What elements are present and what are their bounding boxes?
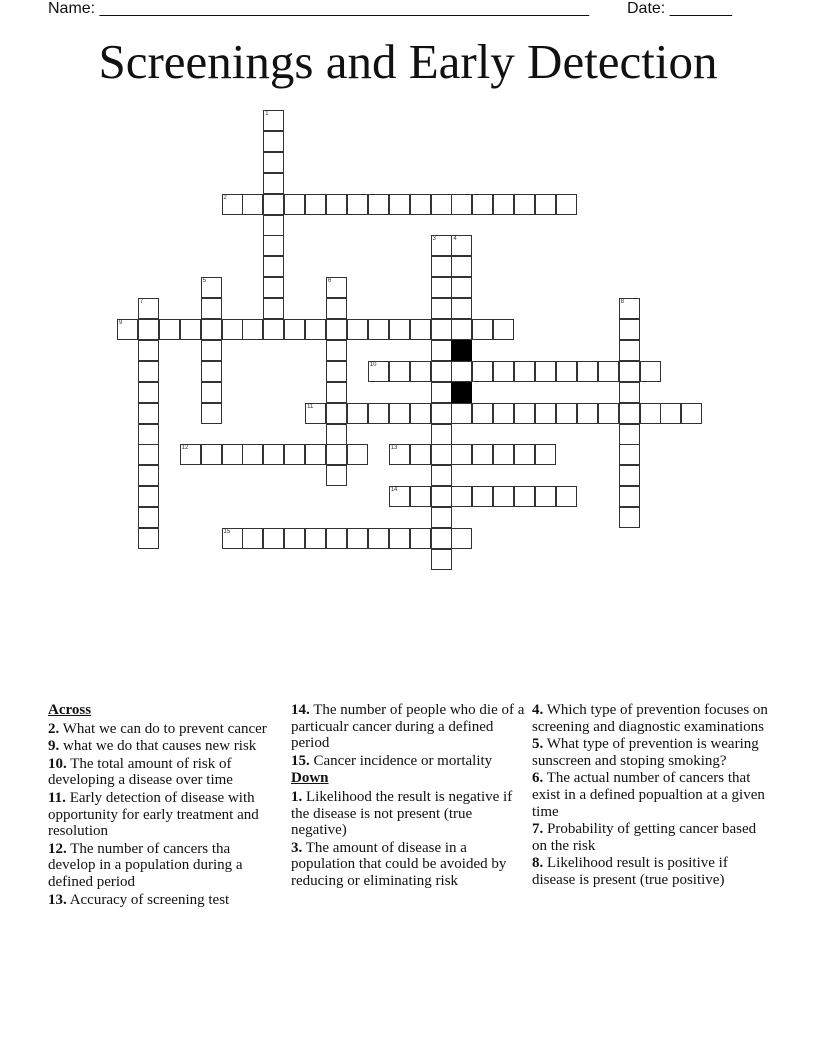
grid-cell[interactable]	[242, 528, 263, 549]
grid-cell[interactable]	[514, 403, 535, 424]
grid-cell[interactable]	[242, 194, 263, 215]
grid-cell[interactable]	[514, 444, 535, 465]
grid-cell[interactable]	[493, 486, 514, 507]
grid-cell[interactable]	[431, 528, 452, 549]
grid-cell[interactable]	[201, 403, 222, 424]
clue-number: 11	[307, 403, 314, 410]
grid-cell[interactable]	[138, 444, 159, 465]
clue-number: 8	[620, 299, 624, 306]
name-field: Name: _______________________________________________________	[48, 0, 589, 17]
grid-cell[interactable]	[431, 444, 452, 465]
grid-cell[interactable]	[222, 528, 243, 549]
grid-cell[interactable]	[263, 110, 284, 131]
grid-cell[interactable]	[138, 361, 159, 382]
grid-cell[interactable]	[451, 194, 472, 215]
grid-cell[interactable]	[326, 361, 347, 382]
grid-cell[interactable]	[201, 277, 222, 298]
grid-cell[interactable]	[347, 194, 368, 215]
grid-cell[interactable]	[201, 340, 222, 361]
grid-cell[interactable]	[305, 528, 326, 549]
black-cell	[451, 340, 472, 361]
grid-cell[interactable]	[305, 444, 326, 465]
clue-number: 3	[432, 236, 436, 243]
grid-cell[interactable]	[305, 403, 326, 424]
grid-cell[interactable]	[263, 152, 284, 173]
grid-cell[interactable]	[431, 361, 452, 382]
grid-cell[interactable]	[138, 528, 159, 549]
grid-cell[interactable]	[263, 194, 284, 215]
grid-cell[interactable]	[619, 340, 640, 361]
grid-cell[interactable]	[263, 319, 284, 340]
grid-cell[interactable]	[368, 361, 389, 382]
grid-cell[interactable]	[431, 340, 452, 361]
grid-cell[interactable]	[222, 444, 243, 465]
grid-cell[interactable]	[640, 361, 661, 382]
grid-cell[interactable]	[263, 173, 284, 194]
clue-number: 10	[369, 361, 377, 368]
grid-cell[interactable]	[326, 403, 347, 424]
grid-cell[interactable]	[284, 319, 305, 340]
grid-cell[interactable]	[619, 507, 640, 528]
down-heading: Down	[291, 770, 329, 787]
grid-cell[interactable]	[180, 444, 201, 465]
grid-cell[interactable]	[556, 486, 577, 507]
grid-cell[interactable]	[640, 403, 661, 424]
grid-cell[interactable]	[368, 528, 389, 549]
clue-number: 15	[223, 529, 231, 535]
grid-cell[interactable]	[326, 319, 347, 340]
grid-cell[interactable]	[410, 444, 431, 465]
grid-cell[interactable]	[159, 319, 180, 340]
grid-cell[interactable]	[263, 277, 284, 298]
grid-cell[interactable]	[347, 319, 368, 340]
grid-cell[interactable]	[326, 382, 347, 403]
grid-cell[interactable]	[410, 319, 431, 340]
grid-cell[interactable]	[347, 403, 368, 424]
clue-number: 5	[202, 278, 206, 285]
across-heading: Across	[48, 702, 92, 718]
grid-cell[interactable]	[180, 319, 201, 340]
grid-cell[interactable]	[472, 403, 493, 424]
grid-cell[interactable]	[431, 486, 452, 507]
grid-cell[interactable]	[431, 403, 452, 424]
grid-cell[interactable]	[619, 486, 640, 507]
grid-cell[interactable]	[619, 465, 640, 486]
grid-cell[interactable]	[305, 194, 326, 215]
clue-number: 12	[181, 445, 189, 452]
grid-cell[interactable]	[201, 382, 222, 403]
clue-down-3: 3. The amount of disease in a population that could be avoided by reducing or eliminating risk	[291, 839, 507, 889]
grid-cell[interactable]	[389, 361, 410, 382]
clues-column-1	[48, 702, 280, 909]
clue-number: 13	[390, 445, 398, 452]
grid-cell[interactable]	[514, 486, 535, 507]
grid-cell[interactable]	[326, 298, 347, 319]
grid-cell[interactable]	[368, 319, 389, 340]
grid-cell[interactable]	[326, 424, 347, 445]
grid-cell[interactable]	[535, 403, 556, 424]
grid-cell[interactable]	[389, 486, 410, 507]
grid-cell[interactable]	[431, 507, 452, 528]
grid-cell[interactable]	[598, 403, 619, 424]
grid-cell[interactable]	[410, 528, 431, 549]
grid-cell[interactable]	[222, 319, 243, 340]
grid-cell[interactable]	[451, 298, 472, 319]
grid-cell[interactable]	[368, 403, 389, 424]
grid-cell[interactable]	[660, 403, 681, 424]
grid-cell[interactable]	[201, 444, 222, 465]
grid-cell[interactable]	[451, 235, 472, 256]
clues-column-2	[291, 702, 527, 891]
grid-cell[interactable]	[493, 319, 514, 340]
grid-cell[interactable]	[493, 361, 514, 382]
grid-cell[interactable]	[389, 528, 410, 549]
grid-cell[interactable]	[410, 194, 431, 215]
grid-cell[interactable]	[284, 444, 305, 465]
clue-across-12: 12. The number of cancers tha develop in a population during a defined period	[48, 840, 243, 890]
grid-cell[interactable]	[138, 507, 159, 528]
grid-cell[interactable]	[410, 486, 431, 507]
clues-column-3	[532, 702, 772, 890]
grid-cell[interactable]	[431, 256, 452, 277]
grid-cell[interactable]	[138, 424, 159, 445]
grid-cell[interactable]	[451, 256, 472, 277]
grid-cell[interactable]	[326, 465, 347, 486]
grid-cell[interactable]	[201, 319, 222, 340]
grid-cell[interactable]	[431, 319, 452, 340]
grid-cell[interactable]	[326, 444, 347, 465]
grid-cell[interactable]	[451, 528, 472, 549]
grid-cell[interactable]	[431, 465, 452, 486]
clue-down-8: 8. Likelihood result is positive if disease is present (true positive)	[532, 855, 728, 888]
clue-across-10: 10. The total amount of risk of developing a disease over time	[48, 755, 233, 789]
grid-cell[interactable]	[117, 319, 138, 340]
grid-cell[interactable]	[431, 235, 452, 256]
grid-cell[interactable]	[472, 319, 493, 340]
grid-cell[interactable]	[577, 361, 598, 382]
grid-cell[interactable]	[681, 403, 702, 424]
grid-cell[interactable]	[284, 194, 305, 215]
clue-across-14: 14. The number of people who die of a particualr cancer during a defined period	[291, 702, 525, 752]
grid-cell[interactable]	[431, 194, 452, 215]
date-field: Date: _______	[627, 0, 732, 17]
grid-cell[interactable]	[431, 382, 452, 403]
grid-cell[interactable]	[368, 194, 389, 215]
clue-across-11: 11. Early detection of disease with opportunity for early treatment and resolution	[48, 789, 259, 840]
grid-cell[interactable]	[138, 340, 159, 361]
grid-cell[interactable]	[535, 361, 556, 382]
grid-cell[interactable]	[556, 194, 577, 215]
grid-cell[interactable]	[619, 298, 640, 319]
grid-cell[interactable]	[326, 194, 347, 215]
grid-cell[interactable]	[431, 277, 452, 298]
clue-down-4: 4. Which type of prevention focuses on screening and diagnostic examinations	[532, 702, 768, 735]
grid-cell[interactable]	[263, 256, 284, 277]
grid-cell[interactable]	[493, 194, 514, 215]
grid-cell[interactable]	[347, 444, 368, 465]
grid-cell[interactable]	[138, 319, 159, 340]
grid-cell[interactable]	[451, 444, 472, 465]
grid-cell[interactable]	[472, 361, 493, 382]
grid-cell[interactable]	[493, 403, 514, 424]
grid-cell[interactable]	[263, 235, 284, 256]
grid-cell[interactable]	[389, 194, 410, 215]
grid-cell[interactable]	[535, 486, 556, 507]
grid-cell[interactable]	[472, 444, 493, 465]
grid-cell[interactable]	[514, 194, 535, 215]
grid-cell[interactable]	[472, 486, 493, 507]
grid-cell[interactable]	[577, 403, 598, 424]
grid-cell[interactable]	[201, 298, 222, 319]
clue-number: 7	[139, 299, 144, 306]
grid-cell[interactable]	[389, 403, 410, 424]
clue-across-13: 13. Accuracy of screening test	[48, 891, 230, 908]
grid-cell[interactable]	[451, 486, 472, 507]
grid-cell[interactable]	[535, 194, 556, 215]
grid-cell[interactable]	[431, 424, 452, 445]
grid-cell[interactable]	[619, 382, 640, 403]
grid-cell[interactable]	[619, 403, 640, 424]
grid-cell[interactable]	[326, 340, 347, 361]
grid-cell[interactable]	[138, 486, 159, 507]
clue-number: 2	[223, 194, 227, 201]
page-title: Screenings and Early Detection	[98, 34, 718, 89]
clue-down-7: 7. Probability of getting cancer based on the risk	[532, 821, 757, 854]
clue-number: 9	[119, 320, 123, 326]
grid-cell[interactable]	[263, 528, 284, 549]
grid-cell[interactable]	[410, 361, 431, 382]
grid-cell[interactable]	[263, 131, 284, 152]
clue-across-9: 9. what we do that causes new risk	[48, 738, 257, 755]
grid-cell[interactable]	[138, 465, 159, 486]
grid-cell[interactable]	[138, 382, 159, 403]
clue-number: 4	[453, 236, 457, 243]
grid-cell[interactable]	[451, 277, 472, 298]
grid-cell[interactable]	[598, 361, 619, 382]
clue-number: 1	[265, 111, 269, 117]
grid-cell[interactable]	[138, 298, 159, 319]
grid-cell[interactable]	[410, 403, 431, 424]
grid-cell[interactable]	[305, 319, 326, 340]
grid-cell[interactable]	[451, 403, 472, 424]
grid-cell[interactable]	[242, 444, 263, 465]
grid-cell[interactable]	[619, 319, 640, 340]
grid-cell[interactable]	[556, 403, 577, 424]
grid-cell[interactable]	[556, 361, 577, 382]
clue-across-15: 15. Cancer incidence or mortality	[291, 752, 493, 769]
grid-cell[interactable]	[222, 194, 243, 215]
grid-cell[interactable]	[431, 549, 452, 570]
grid-cell[interactable]	[263, 444, 284, 465]
clue-down-1: 1. Likelihood the result is negative if the disease is not present (true negative)	[291, 788, 513, 839]
grid-cell[interactable]	[514, 361, 535, 382]
clue-number: 6	[328, 278, 332, 285]
black-cell	[451, 382, 472, 403]
grid-cell[interactable]	[389, 444, 410, 465]
grid-cell[interactable]	[431, 298, 452, 319]
grid-cell[interactable]	[472, 194, 493, 215]
grid-cell[interactable]	[451, 361, 472, 382]
grid-cell[interactable]	[242, 319, 263, 340]
grid-cell[interactable]	[201, 361, 222, 382]
grid-cell[interactable]	[619, 361, 640, 382]
grid-cell[interactable]	[138, 403, 159, 424]
clue-down-6: 6. The actual number of cancers that exist in a defined popualtion at a given time	[532, 770, 765, 820]
grid-cell[interactable]	[451, 319, 472, 340]
grid-cell[interactable]	[263, 215, 284, 236]
clue-down-5: 5. What type of prevention is wearing sunscreen and stoping smoking?	[532, 736, 759, 769]
clue-number: 14	[390, 487, 398, 494]
grid-cell[interactable]	[326, 528, 347, 549]
grid-cell[interactable]	[389, 319, 410, 340]
grid-cell[interactable]	[347, 528, 368, 549]
grid-cell[interactable]	[326, 277, 347, 298]
clue-across-2: 2. What we can do to prevent cancer	[48, 720, 267, 737]
grid-cell[interactable]	[619, 444, 640, 465]
grid-cell[interactable]	[284, 528, 305, 549]
grid-cell[interactable]	[535, 444, 556, 465]
grid-cell[interactable]	[263, 298, 284, 319]
grid-cell[interactable]	[619, 424, 640, 445]
grid-cell[interactable]	[493, 444, 514, 465]
